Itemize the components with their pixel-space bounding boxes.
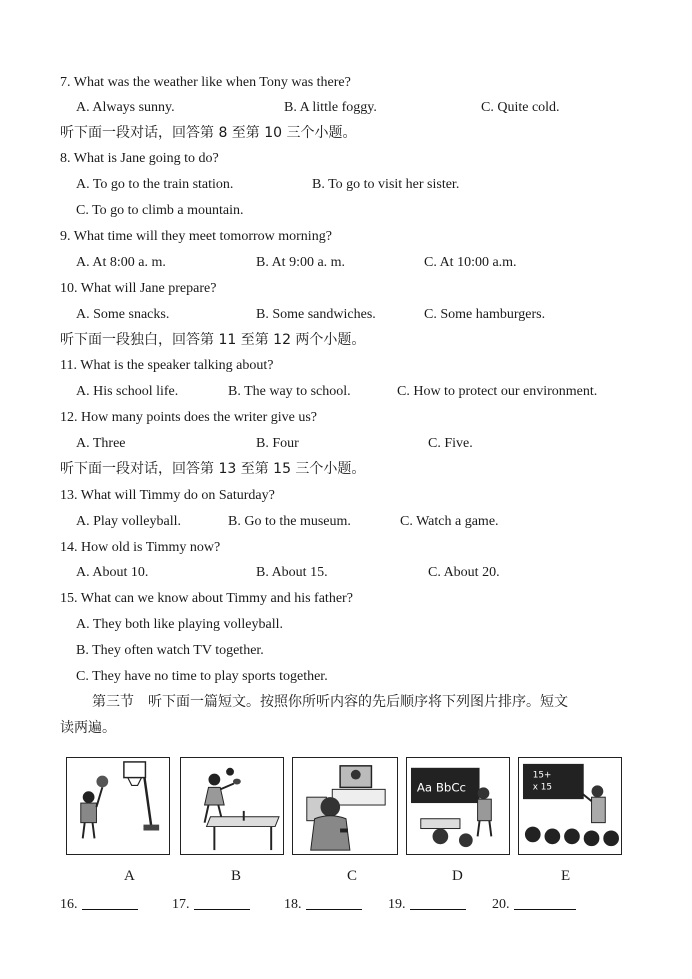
answer-blank-16[interactable] bbox=[82, 895, 138, 910]
option-a[interactable]: A. Some snacks. bbox=[76, 307, 170, 322]
answer-blank-19[interactable] bbox=[410, 895, 466, 910]
section-note-11-12: 听下面一段独白，回答第 11 至第 12 两个小题。 bbox=[60, 332, 366, 348]
question-8 bbox=[0, 148, 692, 170]
option-a[interactable]: A. Play volleyball. bbox=[76, 514, 181, 529]
option-b[interactable]: B. The way to school. bbox=[228, 384, 351, 399]
option-a[interactable]: A. To go to the train station. bbox=[76, 177, 234, 192]
options-8 bbox=[0, 174, 692, 196]
classroom-illustration bbox=[407, 758, 509, 854]
section-note-8-10: 听下面一段对话，回答第 8 至第 10 三个小题。 bbox=[60, 125, 357, 141]
picture-d-classroom bbox=[406, 757, 510, 855]
option-b[interactable]: B. Go to the museum. bbox=[228, 514, 351, 529]
option-c[interactable]: C. Quite cold. bbox=[481, 100, 560, 115]
option-c[interactable]: C. Some hamburgers. bbox=[424, 307, 546, 322]
question-12 bbox=[0, 407, 692, 429]
options-14 bbox=[0, 562, 692, 584]
options-8-c bbox=[0, 200, 692, 222]
picture-c-watch-tv bbox=[292, 757, 398, 855]
question-text: 7. What was the weather like when Tony was there? bbox=[60, 75, 351, 90]
option-c[interactable]: C. To go to climb a mountain. bbox=[76, 203, 244, 218]
answer-16: 16. bbox=[60, 895, 138, 913]
question-text: 8. What is Jane going to do? bbox=[60, 151, 219, 166]
option-a[interactable]: A. At 8:00 a. m. bbox=[76, 255, 166, 270]
answer-20: 20. bbox=[492, 895, 576, 913]
question-15 bbox=[0, 588, 692, 610]
option-a[interactable]: A. They both like playing volleyball. bbox=[76, 617, 283, 632]
option-b[interactable]: B. Four bbox=[256, 436, 299, 451]
section-note-13-15: 听下面一段对话，回答第 13 至第 15 三个小题。 bbox=[60, 461, 366, 477]
options-11 bbox=[0, 381, 692, 403]
question-11 bbox=[0, 355, 692, 377]
question-text: 11. What is the speaker talking about? bbox=[60, 358, 274, 373]
watch-tv-illustration bbox=[293, 758, 397, 854]
question-text: 12. How many points does the writer give us? bbox=[60, 410, 318, 425]
option-c[interactable]: C. Watch a game. bbox=[400, 514, 499, 529]
board-text-d: Aa BbCc bbox=[416, 780, 467, 795]
question-10 bbox=[0, 278, 692, 300]
question-14 bbox=[0, 537, 692, 559]
question-text: 15. What can we know about Timmy and his father? bbox=[60, 591, 353, 606]
option-b[interactable]: B. They often watch TV together. bbox=[76, 643, 264, 658]
question-text: 13. What will Timmy do on Saturday? bbox=[60, 488, 275, 503]
picture-e-math-class bbox=[518, 757, 622, 855]
math-class-illustration bbox=[519, 758, 621, 854]
options-10 bbox=[0, 304, 692, 326]
question-7 bbox=[0, 72, 692, 94]
option-a[interactable]: A. About 10. bbox=[76, 565, 149, 580]
options-7 bbox=[0, 97, 692, 119]
answer-blank-17[interactable] bbox=[194, 895, 250, 910]
answer-blank-18[interactable] bbox=[306, 895, 362, 910]
options-15-a bbox=[0, 614, 692, 636]
option-b[interactable]: B. A little foggy. bbox=[284, 100, 377, 115]
answer-blank-20[interactable] bbox=[514, 895, 576, 910]
option-c[interactable]: C. How to protect our environment. bbox=[397, 384, 598, 399]
option-b[interactable]: B. To go to visit her sister. bbox=[312, 177, 460, 192]
option-c[interactable]: C. About 20. bbox=[428, 565, 500, 580]
picture-label-b: B bbox=[231, 868, 242, 884]
option-b[interactable]: B. About 15. bbox=[256, 565, 328, 580]
option-a[interactable]: A. His school life. bbox=[76, 384, 179, 399]
option-a[interactable]: A. Three bbox=[76, 436, 126, 451]
options-15-c bbox=[0, 666, 692, 688]
part3-heading: 第三节 听下面一篇短文。按照你所听内容的先后顺序将下列图片排序。短文 bbox=[92, 694, 568, 710]
option-c[interactable]: C. At 10:00 a.m. bbox=[424, 255, 517, 270]
answer-17: 17. bbox=[172, 895, 250, 913]
options-15-b bbox=[0, 640, 692, 662]
option-c[interactable]: C. Five. bbox=[428, 436, 473, 451]
options-13 bbox=[0, 511, 692, 533]
question-text: 10. What will Jane prepare? bbox=[60, 281, 217, 296]
options-12 bbox=[0, 433, 692, 455]
option-b[interactable]: B. Some sandwiches. bbox=[256, 307, 376, 322]
answer-18: 18. bbox=[284, 895, 362, 913]
options-9 bbox=[0, 252, 692, 274]
picture-label-e: E bbox=[561, 868, 571, 884]
answer-19: 19. bbox=[388, 895, 466, 913]
question-text: 14. How old is Timmy now? bbox=[60, 540, 221, 555]
picture-label-c: C bbox=[347, 868, 358, 884]
question-text: 9. What time will they meet tomorrow morning? bbox=[60, 229, 332, 244]
option-c[interactable]: C. They have no time to play sports together. bbox=[76, 669, 328, 684]
picture-a-basketball bbox=[66, 757, 170, 855]
picture-label-d: D bbox=[452, 868, 463, 884]
picture-b-table-tennis bbox=[180, 757, 284, 855]
question-13 bbox=[0, 485, 692, 507]
picture-label-a: A bbox=[124, 868, 135, 884]
option-b[interactable]: B. At 9:00 a. m. bbox=[256, 255, 346, 270]
option-a[interactable]: A. Always sunny. bbox=[76, 100, 175, 115]
board-text-e1: 15+ bbox=[532, 770, 552, 781]
table-tennis-illustration bbox=[181, 758, 283, 854]
part3-heading-cont: 读两遍。 bbox=[60, 720, 116, 736]
board-text-e2: x 15 bbox=[532, 782, 552, 793]
question-9 bbox=[0, 226, 692, 248]
basketball-illustration bbox=[67, 758, 169, 854]
